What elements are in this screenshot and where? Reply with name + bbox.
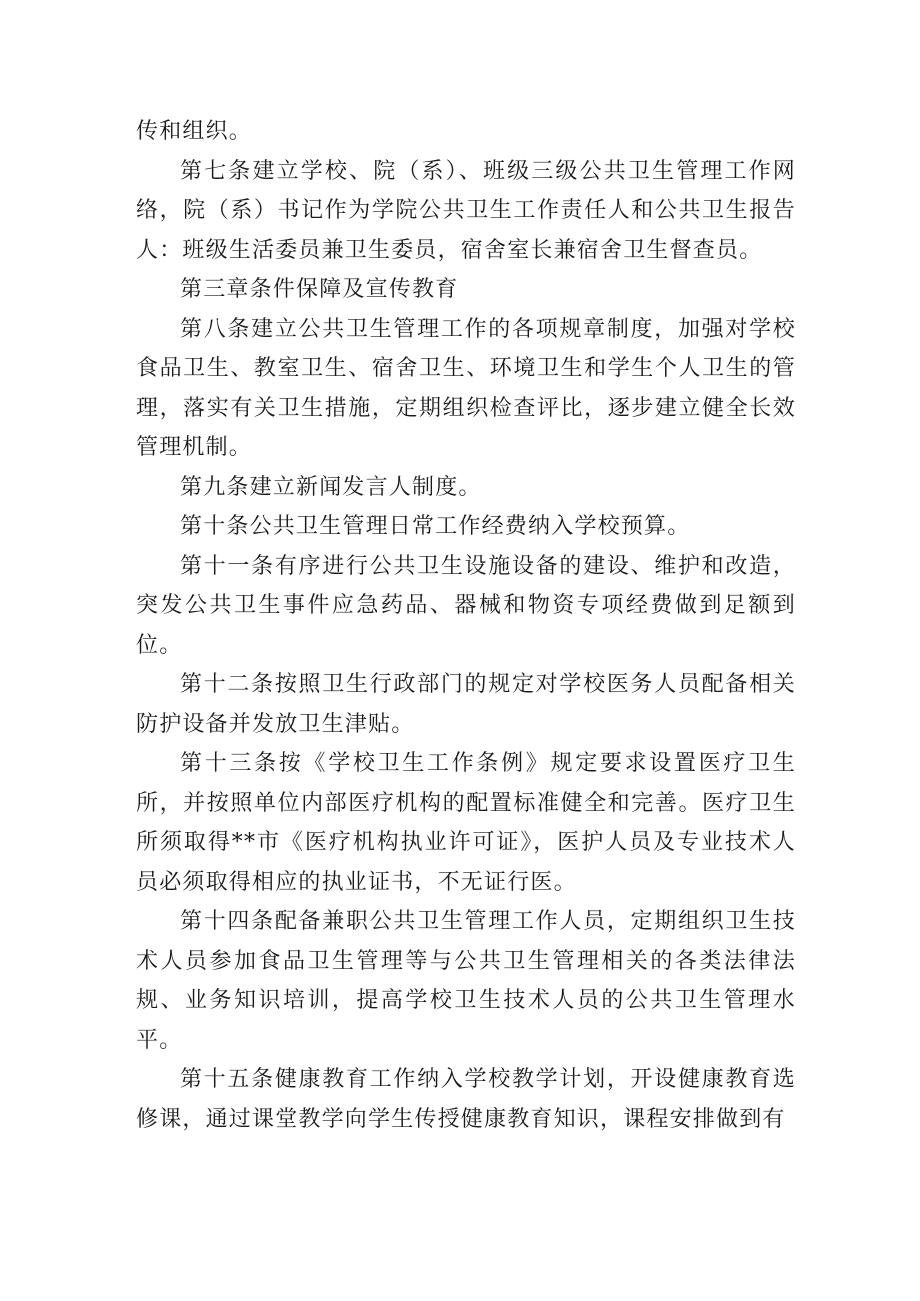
document-body: [136, 112, 796, 1139]
chapter-heading-3: 第三章条件保障及宣传教育: [180, 277, 459, 302]
paragraph-article-13: 第十三条按《学校卫生工作条例》规定要求设置医疗卫生所，并按照单位内部医疗机构的配置标准健全和完善。医疗卫生所须取得**市《医疗机构执业许可证》，医护人员及专业技术人员必须取得相应的执业证书，不无证行医。: [136, 751, 796, 895]
paragraph-article-9: 第九条建立新闻发言人制度。: [180, 474, 482, 500]
paragraph-continuation: 传和组织。: [136, 119, 253, 144]
paragraph-article-7: 第七条建立学校、院（系）、班级三级公共卫生管理工作网络，院（系）书记作为学院公共卫生工作责任人和公共卫生报告人：班级生活委员兼卫生委员，宿舍室长兼宿舍卫生督查员。: [136, 158, 796, 263]
paragraph-article-14: 第十四条配备兼职公共卫生管理工作人员，定期组织卫生技术人员参加食品卫生管理等与公共卫生管理相关的各类法律法规、业务知识培训，提高学校卫生技术人员的公共卫生管理水平。: [136, 909, 796, 1053]
paragraph-article-11: 第十一条有序进行公共卫生设施设备的建设、维护和改造，突发公共卫生事件应急药品、器械和物资专项经费做到足额到位。: [136, 553, 796, 658]
paragraph-article-15: 第十五条健康教育工作纳入学校教学计划，开设健康教育选修课，通过课堂教学向学生传授健康教育知识，课程安排做到有: [136, 1067, 796, 1132]
paragraph-article-8: 第八条建立公共卫生管理工作的各项规章制度，加强对学校食品卫生、教室卫生、宿舍卫生、环境卫生和学生个人卫生的管理，落实有关卫生措施，定期组织检查评比，逐步建立健全长效管理机制。: [136, 316, 796, 460]
paragraph-article-12: 第十二条按照卫生行政部门的规定对学校医务人员配备相关防护设备并发放卫生津贴。: [136, 672, 796, 737]
paragraph-article-10: 第十条公共卫生管理日常工作经费纳入学校预算。: [180, 514, 691, 539]
